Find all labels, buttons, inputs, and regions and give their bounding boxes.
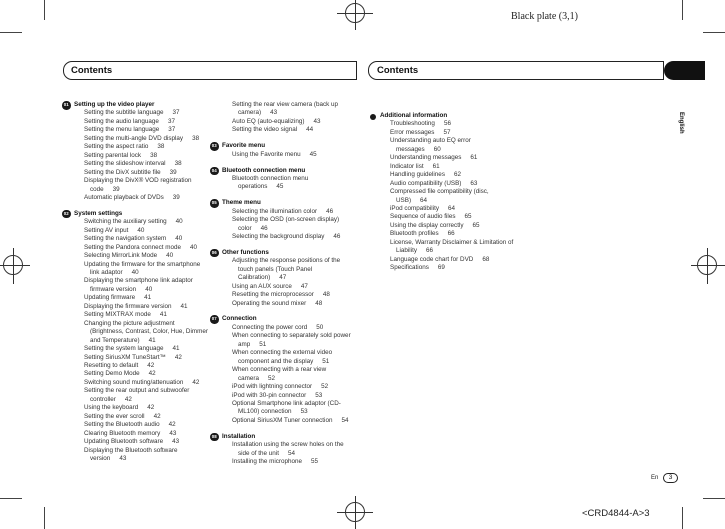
toc-entry-continuation: color 46 bbox=[238, 224, 268, 232]
toc-entry-text: Connecting the power cord bbox=[232, 323, 308, 331]
toc-entry-text: Setting MIXTRAX mode bbox=[84, 311, 151, 319]
chapter-number-icon: 02 bbox=[62, 210, 71, 219]
crop-mark bbox=[703, 498, 725, 499]
section-title: Theme menu 05 bbox=[211, 199, 261, 207]
toc-entry-page: 47 bbox=[300, 282, 308, 290]
toc-entry[interactable] bbox=[222, 441, 362, 458]
toc-entry-page: 42 bbox=[147, 361, 155, 369]
toc-entry-text: Setting the slideshow interval bbox=[84, 160, 166, 168]
toc-entry[interactable] bbox=[74, 227, 214, 235]
crop-mark bbox=[703, 32, 725, 33]
toc-entry-text: Bluetooth connection menu bbox=[232, 174, 309, 182]
toc-entry-text: Updating the firmware for the smartphone bbox=[84, 260, 201, 268]
toc-entry-text: Setting the DivX subtitle file bbox=[84, 168, 161, 176]
toc-entry-page: 40 bbox=[145, 285, 153, 293]
toc-entry[interactable] bbox=[222, 392, 362, 400]
toc-entry-text: Setting the navigation system bbox=[84, 235, 167, 243]
toc-entry-text: Displaying the DivX® VOD registration bbox=[84, 177, 192, 185]
toc-entry-page: 40 bbox=[189, 243, 197, 251]
toc-entry-page: 41 bbox=[180, 302, 188, 310]
toc-entry-continuation: side of the unit 54 bbox=[238, 449, 295, 457]
toc-entry-continuation: controller 42 bbox=[90, 395, 132, 403]
toc-entry-text: Selecting the background display bbox=[232, 233, 325, 241]
toc-entry[interactable] bbox=[74, 235, 214, 243]
toc-entry[interactable] bbox=[222, 366, 362, 383]
toc-entry-text: iPod compatibility bbox=[390, 204, 439, 212]
toc-section bbox=[211, 199, 362, 241]
toc-entry-text: Setting the Pandora connect mode bbox=[84, 243, 181, 251]
toc-entry-text: Switching sound muting/attenuation bbox=[84, 378, 184, 386]
toc-entry[interactable] bbox=[222, 324, 362, 332]
toc-entry-text: Indicator list bbox=[390, 162, 424, 170]
toc-entry[interactable] bbox=[74, 294, 214, 302]
toc-entry-continuation: and Temperature) 41 bbox=[90, 336, 156, 344]
crop-mark bbox=[0, 498, 22, 499]
registration-mark-top bbox=[337, 0, 377, 40]
toc-entry-page: 43 bbox=[119, 454, 127, 462]
toc-entry[interactable] bbox=[74, 277, 214, 294]
toc-entry[interactable] bbox=[74, 362, 214, 370]
toc-section bbox=[211, 432, 362, 467]
toc-entry[interactable] bbox=[74, 135, 214, 143]
toc-entry-text: iPod with lightning connector bbox=[232, 383, 313, 391]
toc-entry-page: 50 bbox=[316, 323, 324, 331]
toc-entry-continuation: link adaptor 40 bbox=[90, 269, 139, 276]
toc-entry[interactable] bbox=[74, 421, 214, 429]
toc-entry-page: 38 bbox=[150, 151, 158, 159]
toc-entry-text: Setting the menu language bbox=[84, 126, 160, 134]
toc-entry-text: Setting AV input bbox=[84, 226, 129, 234]
toc-entry-text: Selecting the illumination color bbox=[232, 207, 318, 215]
toc-entry-page: 64 bbox=[448, 204, 456, 212]
toc-entry[interactable] bbox=[74, 252, 214, 260]
toc-entry-page: 46 bbox=[260, 224, 268, 232]
toc-entry-page: 39 bbox=[169, 168, 177, 176]
toc-entry[interactable] bbox=[222, 332, 362, 349]
toc-entry-continuation: touch panels (Touch Panel bbox=[238, 265, 313, 273]
toc-entry-text: Setting parental lock bbox=[84, 151, 142, 159]
crop-mark bbox=[44, 507, 45, 529]
bullet-icon bbox=[370, 114, 376, 120]
footer-language: En bbox=[651, 475, 659, 481]
toc-entry-page: 38 bbox=[192, 134, 200, 142]
toc-entry-page: 39 bbox=[172, 193, 180, 201]
toc-entry-text: Using an AUX source bbox=[232, 282, 292, 290]
toc-entry-text: Setting the Bluetooth audio bbox=[84, 421, 160, 429]
chapter-number-icon: 08 bbox=[210, 433, 219, 442]
section-title: Additional information bbox=[380, 112, 520, 120]
plate-label: Black plate (3,1) bbox=[511, 11, 578, 22]
toc-entry-text: Updating Bluetooth software bbox=[84, 438, 164, 446]
toc-entry-text: Switching the auxiliary setting bbox=[84, 218, 167, 226]
toc-entry-text: Installing the microphone bbox=[232, 458, 303, 466]
toc-section bbox=[222, 101, 362, 135]
toc-entry-page: 47 bbox=[279, 274, 287, 282]
toc-entry[interactable] bbox=[74, 126, 214, 134]
toc-entry-continuation: component and the display 51 bbox=[238, 357, 330, 365]
toc-entry[interactable] bbox=[74, 413, 214, 421]
toc-entry[interactable] bbox=[222, 349, 362, 366]
toc-entry-page: 66 bbox=[426, 247, 434, 255]
toc-entry[interactable] bbox=[74, 261, 214, 278]
toc-entry-page: 46 bbox=[326, 207, 334, 215]
toc-entry-page: 41 bbox=[159, 311, 167, 319]
toc-entry-text: Handling guidelines bbox=[390, 171, 445, 179]
toc-entry-text: Troubleshooting bbox=[390, 120, 435, 128]
toc-entry-text: Resetting to default bbox=[84, 361, 139, 369]
toc-entry-page: 39 bbox=[112, 185, 120, 193]
toc-entry-continuation: camera) 43 bbox=[238, 109, 278, 117]
toc-column-2 bbox=[211, 101, 362, 467]
toc-entry[interactable] bbox=[74, 370, 214, 378]
page-number: 3 bbox=[663, 473, 678, 483]
toc-entry-text: Setting the system language bbox=[84, 345, 164, 353]
toc-entry-text: Optional SiriusXM Tuner connection bbox=[232, 416, 333, 424]
toc-entry-page: 40 bbox=[175, 235, 183, 243]
toc-entry-page: 45 bbox=[309, 150, 317, 158]
toc-entry-page: 65 bbox=[472, 221, 480, 229]
toc-entry[interactable] bbox=[74, 430, 214, 438]
toc-entry-page: 53 bbox=[300, 408, 308, 416]
toc-entry[interactable] bbox=[222, 208, 362, 216]
toc-entry-page: 46 bbox=[333, 233, 341, 241]
toc-entry-text: Specifications bbox=[390, 264, 429, 272]
toc-entry[interactable] bbox=[74, 143, 214, 151]
toc-entry[interactable] bbox=[380, 222, 520, 230]
toc-entry[interactable] bbox=[380, 264, 520, 272]
toc-entry[interactable] bbox=[74, 118, 214, 126]
toc-entry-page: 42 bbox=[174, 353, 182, 361]
toc-entry[interactable] bbox=[222, 233, 362, 241]
toc-entry-text: Setting the audio language bbox=[84, 117, 159, 125]
toc-entry-page: 54 bbox=[341, 416, 349, 424]
toc-entry[interactable] bbox=[74, 303, 214, 311]
toc-entry-text: Language code chart for DVD bbox=[390, 255, 474, 263]
toc-entry-page: 66 bbox=[447, 230, 455, 238]
toc-entry-continuation: Calibration) 47 bbox=[238, 274, 287, 282]
toc-entry[interactable] bbox=[222, 257, 362, 282]
toc-entry[interactable] bbox=[74, 438, 214, 446]
toc-entry-page: 38 bbox=[174, 160, 182, 168]
toc-entry-text: Setting Demo Mode bbox=[84, 370, 140, 378]
toc-entry[interactable] bbox=[222, 400, 362, 417]
toc-entry[interactable] bbox=[380, 239, 520, 256]
toc-entry[interactable] bbox=[222, 300, 362, 308]
toc-entry-continuation: amp 51 bbox=[238, 340, 267, 348]
toc-entry-page: 48 bbox=[322, 291, 330, 299]
toc-entry-text: Using the keyboard bbox=[84, 404, 139, 412]
toc-entry-text: Operating the sound mixer bbox=[232, 299, 307, 307]
toc-entry-text: Resetting the microprocessor bbox=[232, 291, 314, 299]
toc-entry[interactable] bbox=[222, 283, 362, 291]
toc-entry-text: Selecting MirrorLink Mode bbox=[84, 252, 158, 260]
toc-entry-page: 62 bbox=[453, 171, 461, 179]
toc-entry-continuation: Liability 66 bbox=[396, 247, 434, 255]
toc-entry-text: Setting the subtitle language bbox=[84, 109, 164, 117]
toc-entry-continuation: operations 45 bbox=[238, 183, 284, 191]
toc-entry-page: 38 bbox=[157, 143, 165, 151]
section-title: Installation 08 bbox=[211, 432, 256, 440]
toc-entry-page: 45 bbox=[276, 183, 284, 191]
toc-entry-text: When connecting the external video bbox=[232, 349, 333, 357]
toc-entry[interactable] bbox=[74, 244, 214, 252]
toc-entry-page: 51 bbox=[322, 357, 330, 365]
toc-entry-page: 53 bbox=[315, 391, 323, 399]
toc-entry[interactable] bbox=[74, 194, 214, 202]
toc-entry-page: 56 bbox=[443, 120, 451, 128]
crop-mark bbox=[682, 0, 683, 20]
toc-entry[interactable] bbox=[74, 169, 214, 177]
toc-entry-page: 40 bbox=[137, 226, 145, 234]
toc-entry-text: Understanding auto EQ error bbox=[390, 137, 471, 145]
toc-entry-page: 44 bbox=[306, 126, 314, 134]
toc-entry-page: 51 bbox=[259, 340, 267, 348]
toc-section bbox=[211, 142, 362, 159]
toc-entry-page: 43 bbox=[172, 438, 180, 446]
toc-entry-page: 42 bbox=[168, 421, 176, 429]
toc-entry-page: 37 bbox=[172, 109, 180, 117]
toc-entry-page: 69 bbox=[437, 264, 445, 272]
section-title: Favorite menu 03 bbox=[211, 142, 266, 150]
toc-entry[interactable] bbox=[380, 188, 520, 205]
toc-entry-text: When connecting with a rear view bbox=[232, 366, 327, 374]
toc-entry-continuation: camera 52 bbox=[238, 374, 276, 382]
crop-mark bbox=[682, 507, 683, 529]
toc-entry[interactable] bbox=[74, 218, 214, 226]
toc-entry-text: Updating firmware bbox=[84, 294, 136, 302]
toc-column-1 bbox=[63, 101, 214, 463]
toc-entry-text: Compressed file compatibility (disc, bbox=[390, 188, 489, 196]
toc-entry-page: 54 bbox=[287, 449, 295, 457]
toc-entry-page: 43 bbox=[313, 117, 321, 125]
toc-entry-page: 61 bbox=[432, 162, 440, 170]
toc-entry-text: Error messages bbox=[390, 128, 435, 136]
toc-entry[interactable] bbox=[74, 177, 214, 194]
toc-entry-continuation: USB) 64 bbox=[396, 196, 428, 204]
toc-entry-text: Optional Smartphone link adaptor (CD- bbox=[232, 400, 341, 407]
toc-entry[interactable] bbox=[380, 180, 520, 188]
toc-entry-page: 40 bbox=[166, 252, 174, 260]
toc-entry-page: 40 bbox=[175, 218, 183, 226]
toc-entry[interactable] bbox=[74, 311, 214, 319]
toc-entry[interactable] bbox=[74, 152, 214, 160]
toc-entry-text: Setting the aspect ratio bbox=[84, 143, 149, 151]
toc-entry[interactable] bbox=[380, 213, 520, 221]
side-language-label: English bbox=[678, 112, 684, 134]
toc-entry[interactable] bbox=[380, 256, 520, 264]
toc-entry[interactable] bbox=[74, 354, 214, 362]
toc-entry-page: 41 bbox=[144, 294, 152, 302]
toc-entry-text: Using the Favorite menu bbox=[232, 150, 301, 158]
doc-code: <CRD4844-A>3 bbox=[582, 508, 650, 519]
toc-entry-page: 37 bbox=[167, 117, 175, 125]
registration-mark-left bbox=[0, 248, 40, 288]
toc-entry-page: 61 bbox=[470, 154, 478, 162]
toc-entry-text: Auto EQ (auto-equalizing) bbox=[232, 117, 305, 125]
toc-section bbox=[380, 112, 520, 273]
toc-entry-continuation: (Brightness, Contrast, Color, Hue, Dimmer bbox=[90, 328, 208, 336]
toc-entry-page: 41 bbox=[172, 345, 180, 353]
toc-entry-continuation: firmware version 40 bbox=[90, 285, 153, 293]
toc-section bbox=[211, 248, 362, 308]
section-title: System settings 02 bbox=[63, 209, 123, 217]
toc-entry-text: When connecting to separately sold power bbox=[232, 332, 351, 340]
left-header-title: Contents bbox=[71, 65, 113, 76]
toc-entry[interactable] bbox=[74, 447, 214, 464]
registration-mark-bottom bbox=[337, 494, 377, 529]
chapter-number-icon: 04 bbox=[210, 167, 219, 176]
toc-entry-text: Audio compatibility (USB) bbox=[390, 179, 462, 187]
toc-entry-page: 63 bbox=[470, 179, 478, 187]
toc-entry-page: 41 bbox=[148, 336, 156, 344]
toc-entry[interactable] bbox=[222, 126, 362, 134]
toc-entry-text: Displaying the firmware version bbox=[84, 302, 172, 310]
toc-entry[interactable] bbox=[74, 109, 214, 117]
toc-entry[interactable] bbox=[222, 383, 362, 391]
toc-section bbox=[63, 209, 214, 464]
toc-entry-page: 42 bbox=[124, 395, 132, 403]
registration-mark-right bbox=[688, 248, 725, 288]
toc-entry[interactable] bbox=[222, 118, 362, 126]
toc-entry-text: Changing the picture adjustment bbox=[84, 319, 175, 327]
toc-entry[interactable] bbox=[222, 151, 362, 159]
chapter-number-icon: 07 bbox=[210, 315, 219, 324]
toc-entry[interactable] bbox=[222, 216, 362, 233]
toc-entry-page: 64 bbox=[420, 196, 428, 204]
toc-entry-page: 65 bbox=[464, 213, 472, 221]
toc-entry-page: 52 bbox=[321, 383, 329, 391]
toc-entry[interactable] bbox=[380, 171, 520, 179]
toc-entry-text: Setting SiriusXM TuneStart™ bbox=[84, 353, 166, 361]
toc-entry[interactable] bbox=[74, 320, 214, 345]
toc-section bbox=[211, 166, 362, 192]
toc-entry-page: 42 bbox=[153, 412, 161, 420]
toc-entry-text: Automatic playback of DVDs bbox=[84, 193, 164, 201]
right-header-title: Contents bbox=[377, 65, 419, 76]
toc-entry-page: 55 bbox=[311, 458, 319, 466]
toc-entry-page: 48 bbox=[315, 299, 323, 307]
crop-mark bbox=[44, 0, 45, 20]
crop-mark bbox=[0, 32, 22, 33]
chapter-number-icon: 03 bbox=[210, 142, 219, 151]
section-title: Connection 07 bbox=[211, 315, 257, 323]
toc-entry[interactable] bbox=[74, 387, 214, 404]
toc-entry-text: Sequence of audio files bbox=[390, 213, 456, 221]
toc-entry-page: 52 bbox=[268, 374, 276, 382]
toc-entry-text: Adjusting the response positions of the bbox=[232, 257, 341, 265]
toc-entry-text: Setting the multi-angle DVD display bbox=[84, 134, 184, 142]
toc-entry-page: 57 bbox=[443, 128, 451, 136]
toc-entry-page: 40 bbox=[131, 269, 139, 276]
toc-entry-continuation: version 43 bbox=[90, 454, 127, 462]
toc-entry[interactable] bbox=[74, 160, 214, 168]
toc-entry[interactable] bbox=[222, 175, 362, 192]
toc-entry-text: Installation using the screw holes on the bbox=[232, 441, 344, 449]
toc-entry-text: Setting the ever scroll bbox=[84, 412, 145, 420]
toc-entry-text: Displaying the smartphone link adaptor bbox=[84, 277, 193, 285]
toc-entry[interactable] bbox=[222, 458, 362, 466]
toc-entry-text: Using the display correctly bbox=[390, 221, 464, 229]
section-title: Other functions 06 bbox=[211, 248, 269, 256]
toc-entry[interactable] bbox=[380, 205, 520, 213]
chapter-number-icon: 05 bbox=[210, 199, 219, 208]
toc-entry-page: 42 bbox=[148, 370, 156, 378]
toc-entry-text: iPod with 30-pin connector bbox=[232, 391, 307, 399]
toc-entry-page: 43 bbox=[270, 109, 278, 117]
toc-entry[interactable] bbox=[74, 345, 214, 353]
toc-section bbox=[211, 315, 362, 425]
toc-entry[interactable] bbox=[74, 404, 214, 412]
toc-entry[interactable] bbox=[380, 120, 520, 128]
toc-entry-text: License, Warranty Disclaimer & Limitation of bbox=[390, 238, 514, 246]
toc-entry-text: Setting the rear output and subwoofer bbox=[84, 387, 190, 395]
toc-entry-text: Bluetooth profiles bbox=[390, 230, 439, 238]
section-title: Setting up the video player 01 bbox=[63, 101, 155, 108]
toc-entry-text: Selecting the OSD (on-screen display) bbox=[232, 216, 340, 224]
toc-entry-text: Understanding messages bbox=[390, 154, 462, 162]
toc-entry[interactable] bbox=[380, 230, 520, 238]
toc-entry[interactable] bbox=[222, 101, 362, 118]
toc-entry-continuation: messages 60 bbox=[396, 145, 441, 153]
toc-entry-text: Clearing Bluetooth memory bbox=[84, 429, 161, 437]
toc-entry-page: 68 bbox=[482, 255, 490, 263]
toc-entry-continuation: ML100) connection 53 bbox=[238, 408, 308, 416]
toc-entry-text: Setting the video signal bbox=[232, 126, 298, 134]
toc-entry[interactable] bbox=[380, 137, 520, 154]
toc-entry[interactable] bbox=[222, 291, 362, 299]
toc-entry[interactable] bbox=[222, 417, 362, 425]
toc-entry[interactable] bbox=[380, 163, 520, 171]
toc-entry-continuation: code 39 bbox=[90, 185, 120, 193]
toc-entry-page: 43 bbox=[169, 429, 177, 437]
section-title: Bluetooth connection menu 04 bbox=[211, 166, 306, 174]
toc-entry-text: Displaying the Bluetooth software bbox=[84, 446, 178, 454]
toc-entry[interactable] bbox=[380, 129, 520, 137]
toc-entry-text: Setting the rear view camera (back up bbox=[232, 101, 339, 108]
toc-entry-page: 60 bbox=[433, 145, 441, 153]
toc-column-3 bbox=[380, 112, 520, 273]
toc-entry[interactable] bbox=[380, 154, 520, 162]
section-tab bbox=[664, 61, 705, 80]
chapter-number-icon: 01 bbox=[62, 101, 71, 110]
toc-entry-page: 42 bbox=[147, 404, 155, 412]
toc-entry-page: 37 bbox=[168, 126, 176, 134]
chapter-number-icon: 06 bbox=[210, 249, 219, 258]
toc-entry-page: 42 bbox=[192, 378, 200, 386]
toc-entry[interactable] bbox=[74, 379, 214, 387]
toc-section bbox=[63, 101, 214, 202]
